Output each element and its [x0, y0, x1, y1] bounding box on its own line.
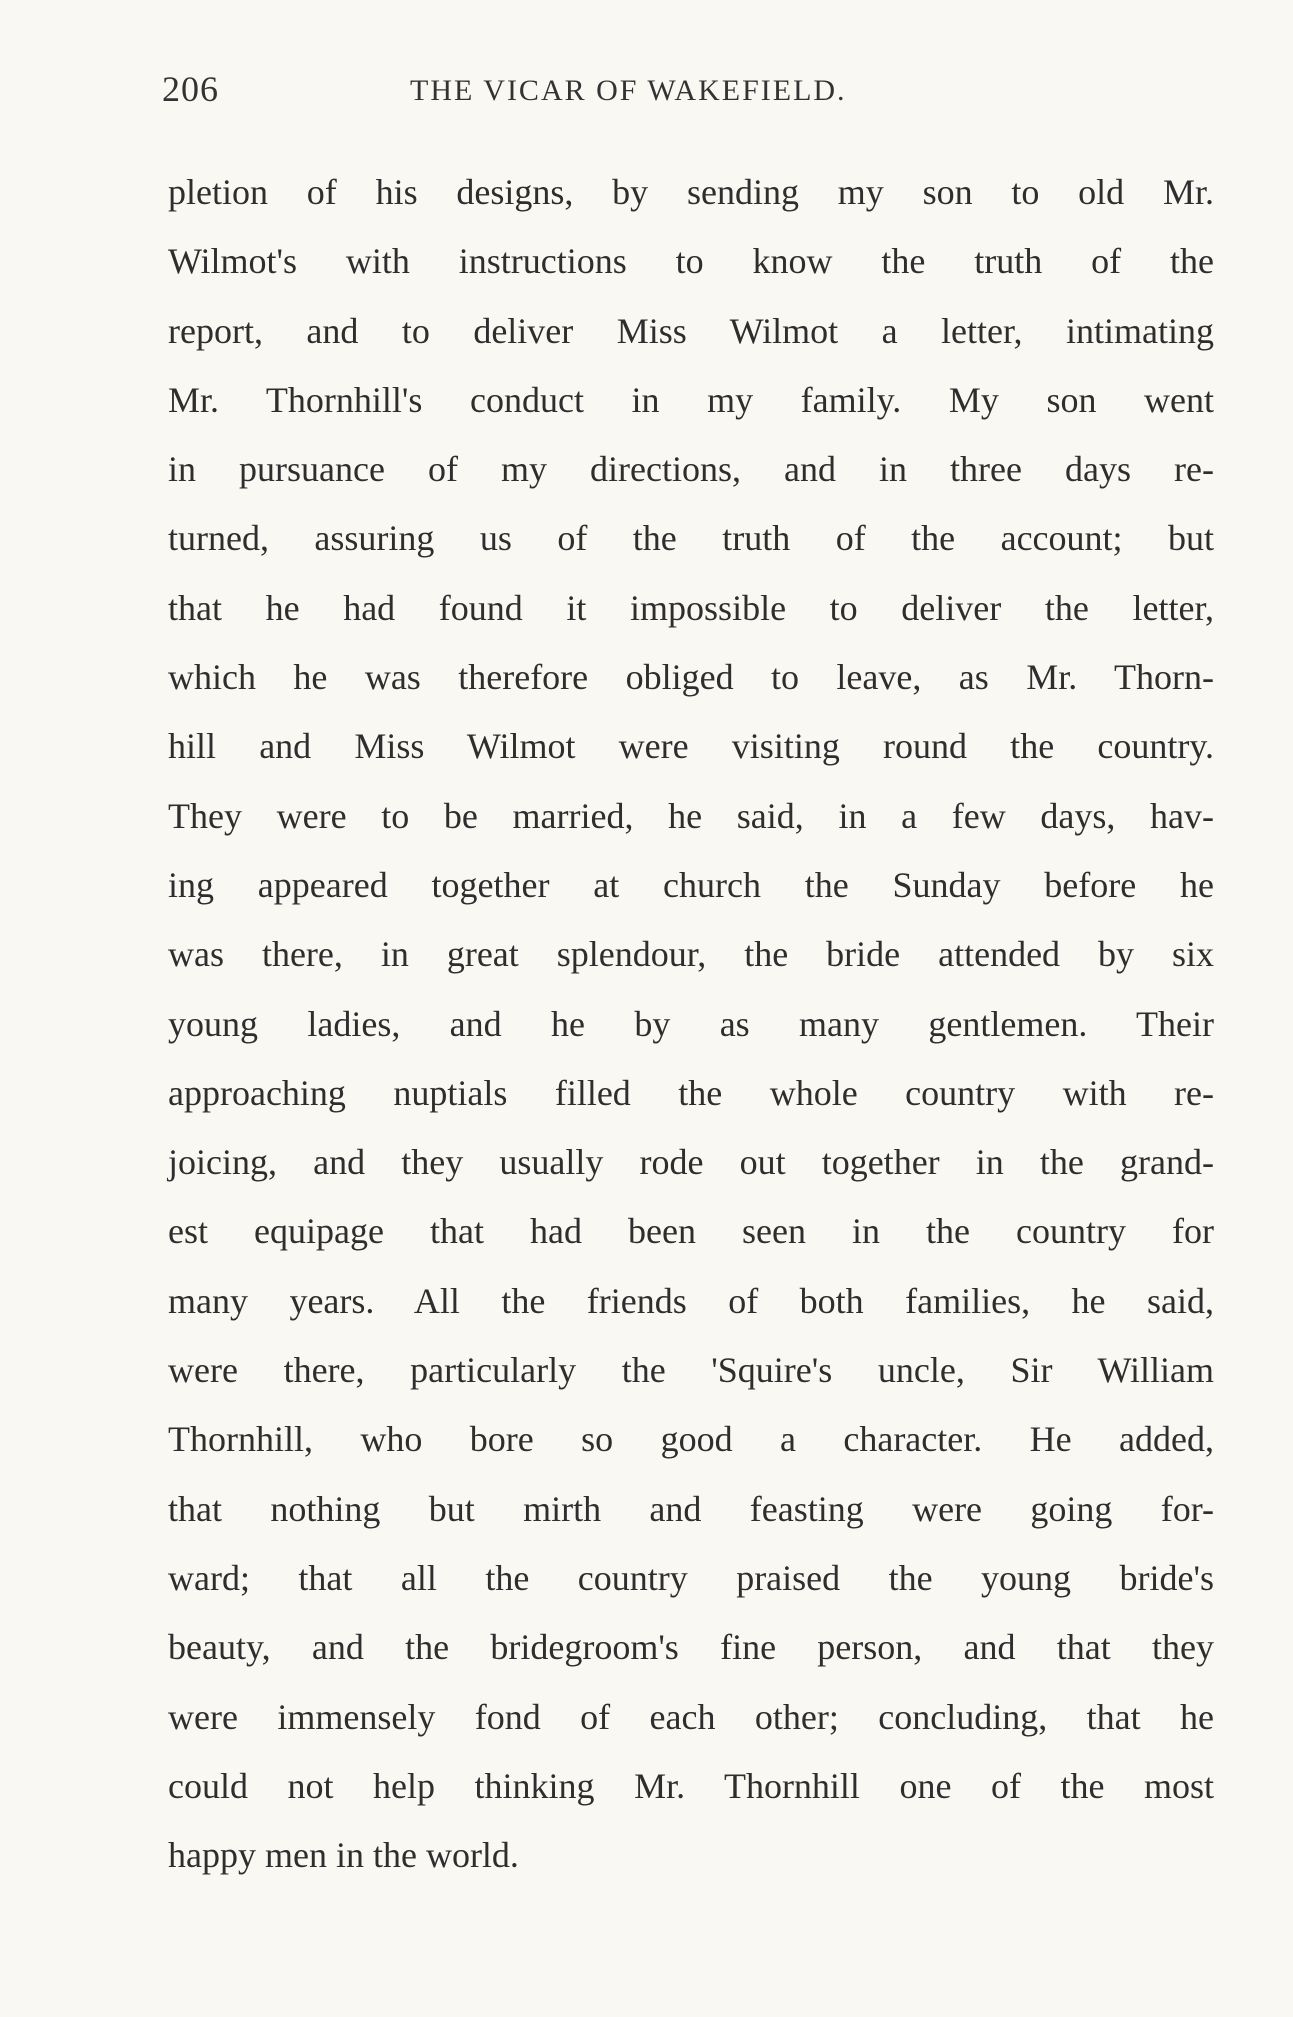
- text-line: Wilmot's with instructions to know the truth of the: [168, 241, 1214, 282]
- page-number: 206: [162, 69, 219, 109]
- text-line: in pursuance of my directions, and in three days re-: [168, 449, 1214, 490]
- text-line: Mr. Thornhill's conduct in my family. My son went: [168, 379, 1214, 420]
- text-line: were immensely fond of each other; concluding, that he: [168, 1696, 1214, 1737]
- book-title: THE VICAR OF WAKEFIELD.: [410, 74, 847, 107]
- body-text: [168, 158, 1214, 1890]
- text-line: that he had found it impossible to deliver the letter,: [168, 587, 1214, 628]
- running-head: [162, 68, 1222, 118]
- text-line: many years. All the friends of both families, he said,: [168, 1280, 1214, 1321]
- text-line: They were to be married, he said, in a few days, hav-: [168, 795, 1214, 836]
- text-line: could not help thinking Mr. Thornhill one of the most: [168, 1765, 1214, 1806]
- text-line-last: happy men in the world.: [168, 1835, 519, 1876]
- text-line: were there, particularly the 'Squire's uncle, Sir William: [168, 1350, 1214, 1391]
- text-line: turned, assuring us of the truth of the account; but: [168, 518, 1214, 559]
- text-line: report, and to deliver Miss Wilmot a letter, intimating: [168, 310, 1214, 351]
- text-line: that nothing but mirth and feasting were going for-: [168, 1488, 1214, 1529]
- text-line: was there, in great splendour, the bride attended by six: [168, 934, 1214, 975]
- text-line: ward; that all the country praised the young bride's: [168, 1557, 1214, 1598]
- text-line: pletion of his designs, by sending my son to old Mr.: [168, 172, 1214, 212]
- text-line: Thornhill, who bore so good a character. He added,: [168, 1419, 1214, 1460]
- text-line: which he was therefore obliged to leave, as Mr. Thorn-: [168, 657, 1214, 698]
- text-line: beauty, and the bridegroom's fine person, and that they: [168, 1627, 1214, 1668]
- text-line: hill and Miss Wilmot were visiting round the country.: [168, 726, 1214, 767]
- text-line: young ladies, and he by as many gentlemen. Their: [168, 1003, 1214, 1044]
- text-line: est equipage that had been seen in the country for: [168, 1211, 1214, 1252]
- text-line: joicing, and they usually rode out together in the grand-: [168, 1142, 1214, 1183]
- text-line: approaching nuptials filled the whole country with re-: [168, 1072, 1214, 1113]
- text-line: ing appeared together at church the Sunday before he: [168, 864, 1214, 905]
